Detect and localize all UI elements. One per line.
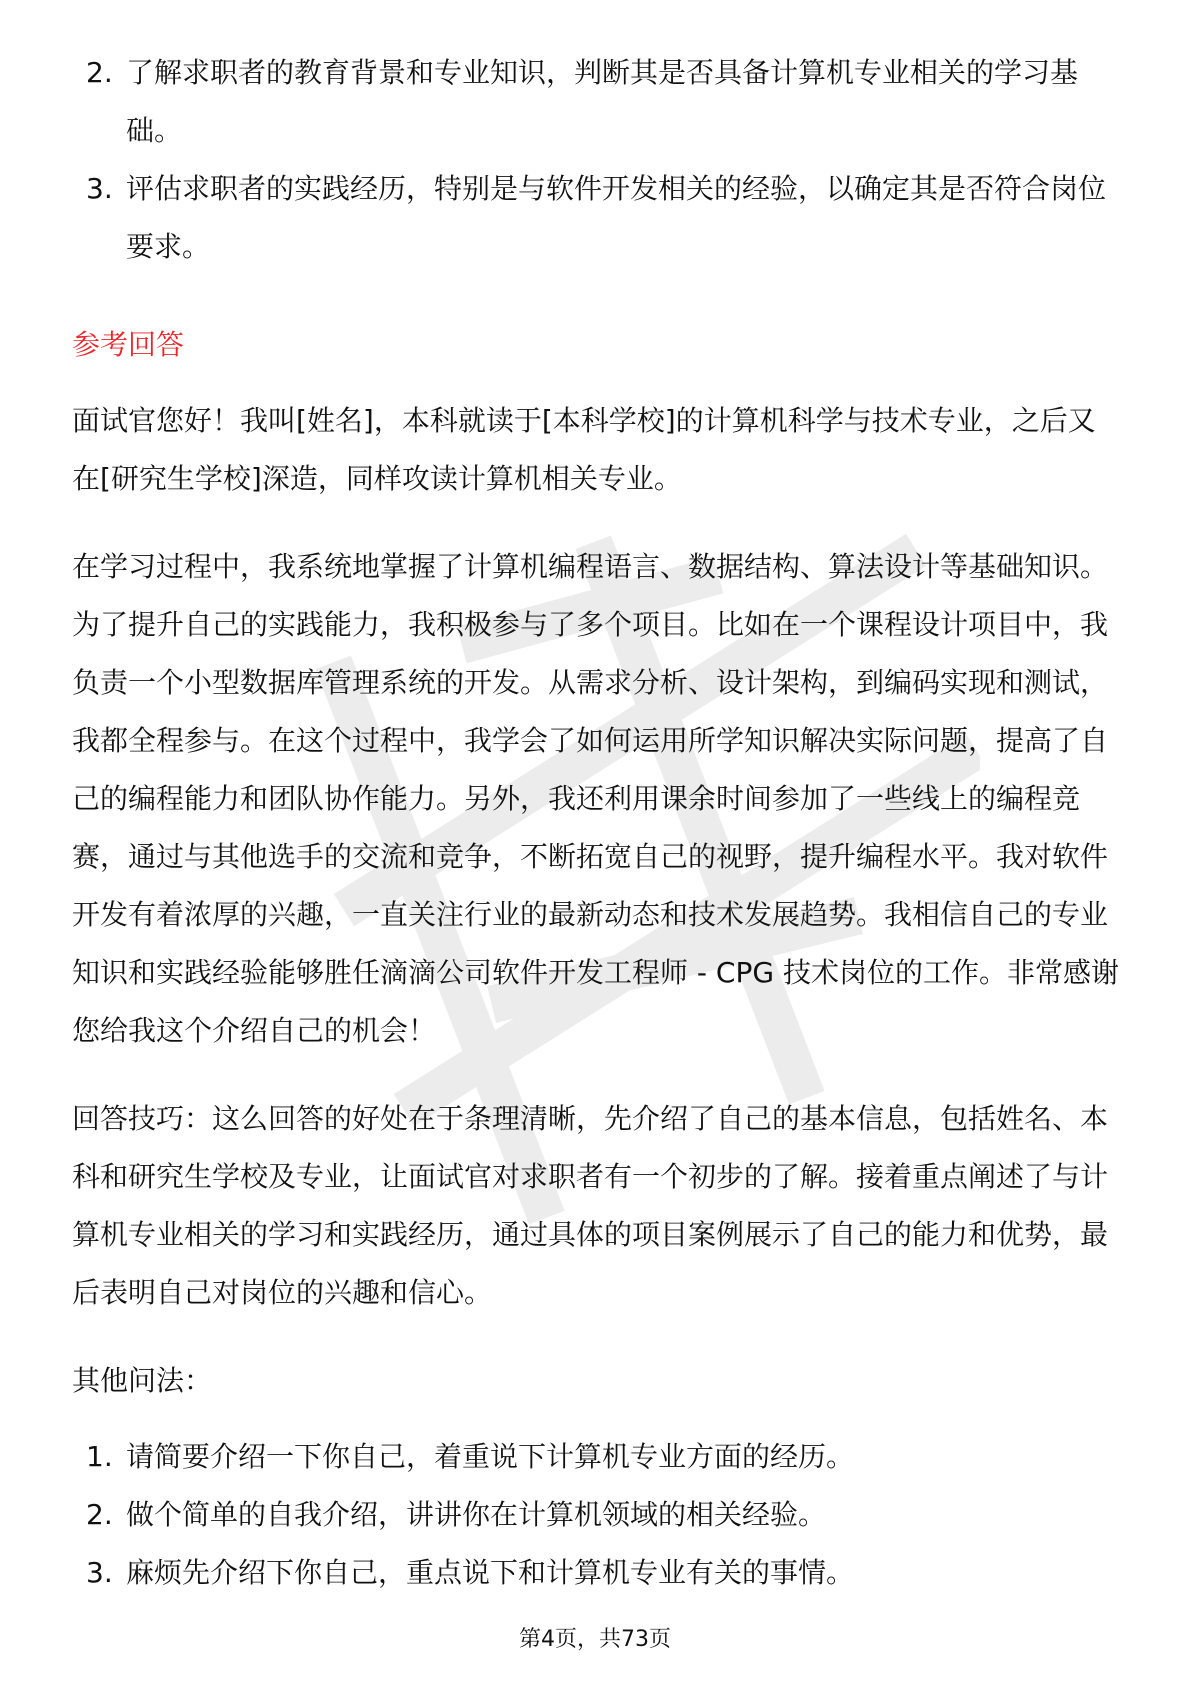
list-item [72,1486,1122,1544]
list-item [72,44,1122,160]
paragraph-experience: 在学习过程中，我系统地掌握了计算机编程语言、数据结构、算法设计等基础知识。为了提升自己的实践能力，我积极参与了多个项目。比如在一个课程设计项目中，我负责一个小型数据库管理系统的开发。从需求分析、设计架构，到编码实现和测试，我都全程参与。在这个过程中，我学会了如何运用所学知识解决实际问题，提高了自己的编程能力和团队协作能力。另外，我还利用课余时间参加了一些线上的编程竞赛，通过与其他选手的交流和竞争，不断拓宽自己的视野，提升编程水平。我对软件开发有着浓厚的兴趣，一直关注行业的最新动态和技术发展趋势。我相信自己的专业知识和实践经验能够胜任滴滴公司软件开发工程师 - CPG 技术岗位的工作。非常感谢您给我这个介绍自己的机会！ [72,550,1119,1047]
other-questions-list [72,1428,1122,1602]
list-item-text: 请简要介绍一下你自己，着重说下计算机专业方面的经历。 [126,1440,855,1473]
paragraph-intro: 面试官您好！我叫[姓名]，本科就读于[本科学校]的计算机科学与技术专业，之后又在[研究生学校]深造，同样攻读计算机相关专业。 [72,404,1096,495]
page-footer: 第4页，共73页 [519,1627,671,1652]
list-item-text: 做个简单的自我介绍，讲讲你在计算机领域的相关经验。 [126,1498,827,1531]
list-item-number: 2. [86,56,113,89]
list-item-text: 麻烦先介绍下你自己，重点说下和计算机专业有关的事情。 [126,1556,855,1589]
list-item [72,1428,1122,1486]
list-item-number: 1. [86,1440,113,1473]
document-content [72,44,1122,1602]
list-item-number: 3. [86,172,113,205]
list-item-text: 评估求职者的实践经历，特别是与软件开发相关的经验，以确定其是否符合岗位要求。 [126,172,1107,263]
list-item [72,160,1122,276]
list-item-text: 了解求职者的教育背景和专业知识，判断其是否具备计算机专业相关的学习基础。 [126,56,1079,147]
paragraph-tips: 回答技巧：这么回答的好处在于条理清晰，先介绍了自己的基本信息，包括姓名、本科和研究生学校及专业，让面试官对求职者有一个初步的了解。接着重点阐述了与计算机专业相关的学习和实践经历，通过具体的项目案例展示了自己的能力和优势，最后表明自己对岗位的兴趣和信心。 [72,1102,1109,1309]
paragraph-other-questions-label: 其他问法： [72,1364,213,1397]
list-item-number: 3. [86,1556,113,1589]
section-heading: 参考回答 [72,328,185,361]
list-item-number: 2. [86,1498,113,1531]
list-item [72,1544,1122,1602]
top-list [72,44,1122,276]
